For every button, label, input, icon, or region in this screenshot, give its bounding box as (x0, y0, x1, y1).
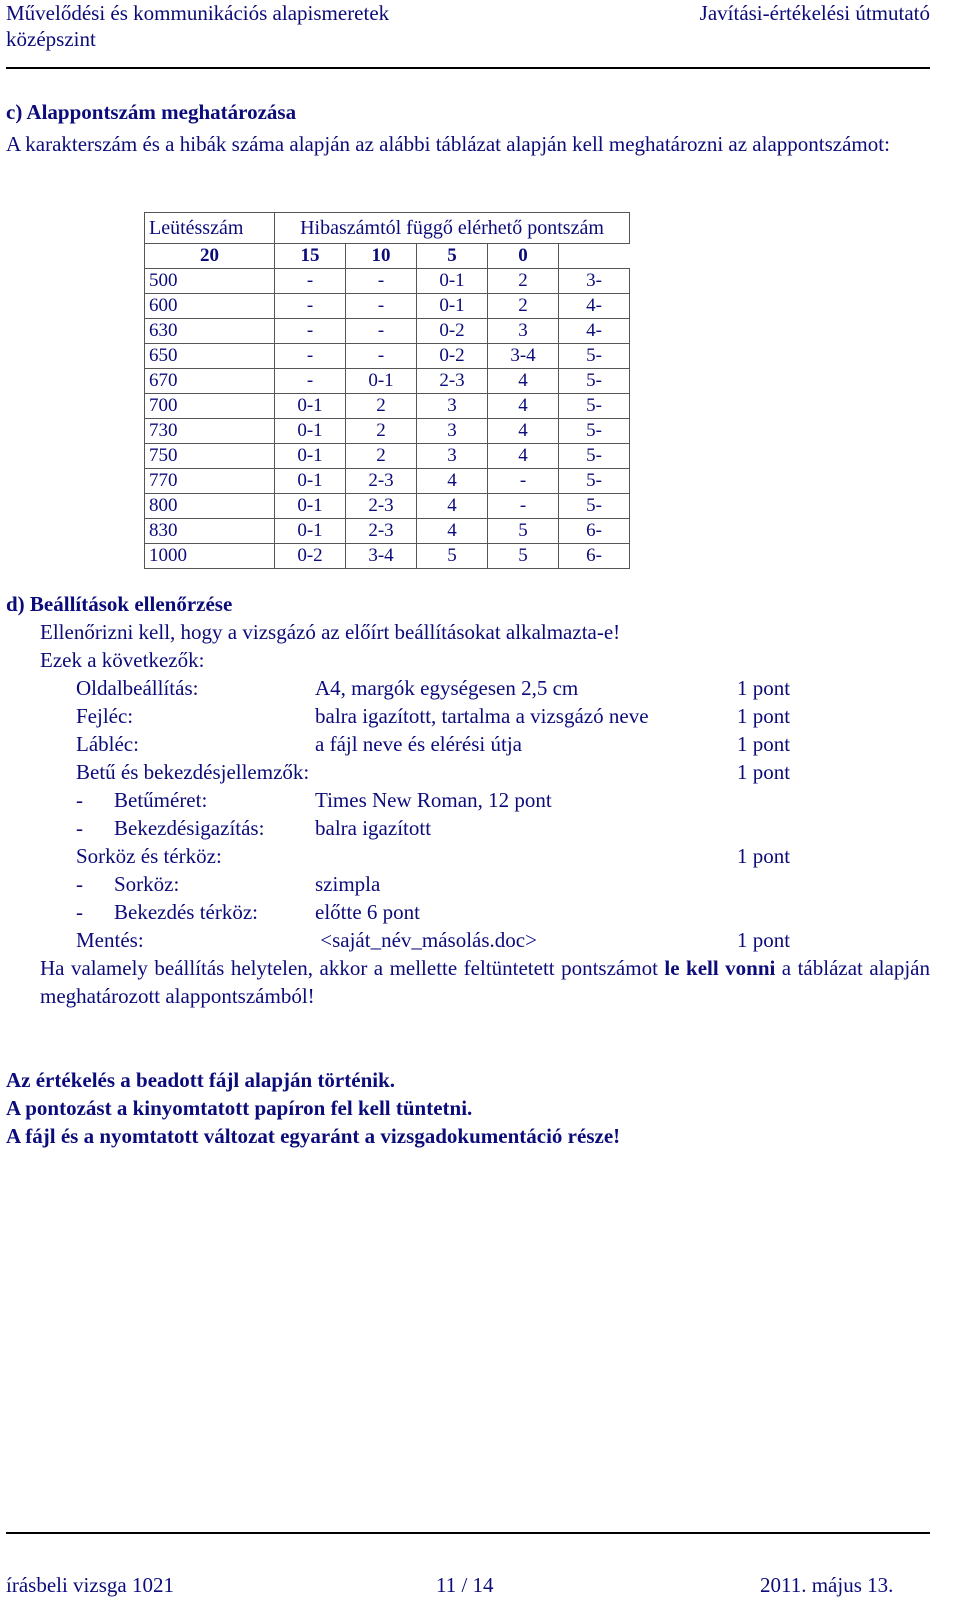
score-cell: 3 (417, 419, 488, 444)
score-cell: - (346, 294, 417, 319)
error-count-header: 5 (417, 244, 488, 269)
score-cell: 4 (488, 419, 559, 444)
summary-line-3: A fájl és a nyomtatott változat egyaránt a vizsgadokumentáció része! (6, 1124, 621, 1148)
score-cell: 3-4 (488, 344, 559, 369)
dash-bullet: - (76, 900, 83, 924)
score-cell: - (346, 344, 417, 369)
score-cell: 0-1 (275, 444, 346, 469)
score-cell: - (275, 319, 346, 344)
score-cell: 0-1 (275, 519, 346, 544)
settings-list (6, 674, 930, 954)
header-right: Javítási-értékelési útmutató (699, 1, 930, 25)
score-cell: 0-1 (417, 294, 488, 319)
setting-row (6, 702, 930, 730)
score-cell: 2-3 (417, 369, 488, 394)
score-cell: 0-1 (417, 269, 488, 294)
setting-label-text: Sorköz és térköz: (76, 844, 222, 868)
score-cell: 2-3 (346, 519, 417, 544)
score-cell: 0-2 (417, 319, 488, 344)
setting-label (76, 702, 133, 730)
score-cell: 5- (559, 419, 630, 444)
note-text-pre: Ha valamely beállítás helytelen, akkor a mellette feltüntetett pontszámot (40, 956, 665, 980)
setting-points: 1 pont (737, 760, 791, 784)
score-cell: - (346, 319, 417, 344)
setting-label-text: Mentés: (76, 928, 144, 952)
setting-label (76, 674, 198, 702)
setting-row (6, 758, 930, 786)
col-header-error-group: Hibaszámtól függő elérhető pontszám (275, 213, 630, 244)
header-subject: Művelődési és kommunikációs alapismeretek (6, 1, 390, 25)
score-cell: 4 (417, 469, 488, 494)
note-text-bold: le kell vonni (664, 956, 776, 980)
score-table-subheader-row (145, 244, 630, 269)
table-row (145, 469, 630, 494)
table-row (145, 394, 630, 419)
section-d (6, 590, 930, 1010)
score-cell: 0-2 (275, 544, 346, 569)
score-cell: 5- (559, 344, 630, 369)
dash-bullet: - (76, 816, 83, 840)
score-cell: 2 (488, 294, 559, 319)
table-row (145, 419, 630, 444)
table-row (145, 519, 630, 544)
table-row (145, 444, 630, 469)
table-row (145, 544, 630, 569)
score-cell: 2 (346, 394, 417, 419)
score-cell: - (275, 294, 346, 319)
setting-label (76, 926, 144, 954)
setting-row (6, 730, 930, 758)
keystroke-cell: 600 (145, 294, 275, 319)
score-cell: 4- (559, 319, 630, 344)
setting-label-text: Lábléc: (76, 732, 139, 756)
setting-value: előtte 6 pont (315, 900, 420, 924)
score-cell: - (275, 269, 346, 294)
setting-row (6, 870, 930, 898)
keystroke-cell: 830 (145, 519, 275, 544)
score-cell: 2-3 (346, 494, 417, 519)
score-cell: - (488, 469, 559, 494)
score-cell: 4 (488, 369, 559, 394)
setting-label-text: Bekezdésigazítás: (114, 816, 265, 840)
score-cell: 2-3 (346, 469, 417, 494)
keystroke-cell: 730 (145, 419, 275, 444)
section-c-text: A karakterszám és a hibák száma alapján az alábbi táblázat alapján kell meghatározni az alappontszámot: (6, 132, 890, 156)
setting-value: balra igazított (315, 816, 432, 840)
score-cell: 5- (559, 494, 630, 519)
table-row (145, 269, 630, 294)
score-cell: 4 (417, 494, 488, 519)
setting-row (6, 926, 930, 954)
score-cell: 4 (417, 519, 488, 544)
setting-label-text: Betű és bekezdésjellemzők: (76, 760, 310, 784)
header-left (6, 0, 389, 52)
score-cell: 0-2 (417, 344, 488, 369)
score-cell: 3-4 (346, 544, 417, 569)
table-row (145, 344, 630, 369)
score-cell: - (346, 269, 417, 294)
setting-row (6, 814, 930, 842)
score-table-body (145, 244, 630, 569)
score-cell: 4 (488, 394, 559, 419)
error-count-header: 15 (275, 244, 346, 269)
keystroke-cell: 500 (145, 269, 275, 294)
score-table (144, 212, 630, 569)
score-cell: 5 (488, 544, 559, 569)
summary-block (6, 1066, 620, 1150)
setting-label (76, 786, 207, 814)
score-cell: 5- (559, 469, 630, 494)
keystroke-cell: 650 (145, 344, 275, 369)
score-cell: 2 (346, 419, 417, 444)
section-c-title: c) Alappontszám meghatározása (6, 100, 297, 124)
footer-page-number: 11 / 14 (436, 1573, 494, 1597)
score-cell: 3 (417, 444, 488, 469)
setting-label (76, 898, 258, 926)
summary-line-2: A pontozást a kinyomtatott papíron fel kell tüntetni. (6, 1096, 473, 1120)
table-row (145, 319, 630, 344)
keystroke-cell: 770 (145, 469, 275, 494)
score-cell: 4- (559, 294, 630, 319)
keystroke-cell: 700 (145, 394, 275, 419)
setting-points: 1 pont (737, 676, 791, 700)
header-divider (6, 67, 930, 69)
score-cell: 0-1 (275, 419, 346, 444)
setting-value: balra igazított, tartalma a vizsgázó neve (315, 704, 649, 728)
setting-label (76, 730, 139, 758)
setting-label-text: Betűméret: (114, 788, 208, 812)
note-text-post: a táblázat alapján meghatározott alappontszámból! (40, 956, 930, 1008)
setting-row (6, 898, 930, 926)
score-cell: 0-1 (346, 369, 417, 394)
setting-value: a fájl neve és elérési útja (315, 732, 522, 756)
error-count-header: 10 (346, 244, 417, 269)
dash-bullet: - (76, 872, 83, 896)
score-cell: - (275, 344, 346, 369)
score-cell: 2 (346, 444, 417, 469)
keystroke-cell: 630 (145, 319, 275, 344)
score-cell: 0-1 (275, 469, 346, 494)
summary-line-1: Az értékelés a beadott fájl alapján történik. (6, 1068, 396, 1092)
setting-points: 1 pont (737, 704, 791, 728)
score-cell: 3 (417, 394, 488, 419)
score-cell: - (275, 369, 346, 394)
header-level: középszint (6, 27, 96, 51)
footer-divider (6, 1532, 930, 1534)
table-row (145, 494, 630, 519)
setting-value: <saját_név_másolás.doc> (315, 928, 537, 952)
score-cell: 3- (559, 269, 630, 294)
score-cell: 0-1 (275, 494, 346, 519)
keystroke-cell: 670 (145, 369, 275, 394)
table-row (145, 294, 630, 319)
section-d-intro: Ezek a következők: (40, 648, 205, 672)
score-cell: 5- (559, 394, 630, 419)
setting-value: A4, margók egységesen 2,5 cm (315, 676, 579, 700)
setting-row (6, 674, 930, 702)
score-cell: 5 (417, 544, 488, 569)
setting-label-text: Bekezdés térköz: (114, 900, 259, 924)
setting-points: 1 pont (737, 732, 791, 756)
keystroke-cell: 1000 (145, 544, 275, 569)
setting-points: 1 pont (737, 844, 791, 868)
setting-value: Times New Roman, 12 pont (315, 788, 552, 812)
keystroke-cell: 750 (145, 444, 275, 469)
dash-bullet: - (76, 788, 83, 812)
setting-value: szimpla (315, 872, 381, 896)
setting-label-text: Oldalbeállítás: (76, 676, 199, 700)
setting-label (76, 870, 179, 898)
score-cell: 5- (559, 369, 630, 394)
setting-row (6, 786, 930, 814)
error-count-header: 20 (145, 244, 275, 269)
setting-points: 1 pont (737, 928, 791, 952)
setting-label-text: Sorköz: (114, 872, 180, 896)
error-count-header: 0 (488, 244, 559, 269)
score-cell: 6- (559, 544, 630, 569)
score-cell: - (488, 494, 559, 519)
score-cell: 6- (559, 519, 630, 544)
footer-date: 2011. május 13. (760, 1573, 894, 1597)
table-row (145, 369, 630, 394)
section-d-note (6, 954, 930, 1010)
score-cell: 5 (488, 519, 559, 544)
setting-row (6, 842, 930, 870)
setting-label (76, 758, 309, 786)
score-cell: 4 (488, 444, 559, 469)
section-d-title: d) Beállítások ellenőrzése (6, 592, 233, 616)
score-cell: 3 (488, 319, 559, 344)
keystroke-cell: 800 (145, 494, 275, 519)
section-d-instruction: Ellenőrizni kell, hogy a vizsgázó az előírt beállításokat alkalmazta-e! (40, 620, 621, 644)
score-cell: 2 (488, 269, 559, 294)
score-cell: 5- (559, 444, 630, 469)
score-table-header-row (145, 213, 630, 244)
col-header-keystrokes: Leütésszám (145, 213, 275, 244)
setting-label-text: Fejléc: (76, 704, 134, 728)
setting-label (76, 814, 264, 842)
setting-label (76, 842, 222, 870)
score-cell: 0-1 (275, 394, 346, 419)
footer-exam-id: írásbeli vizsga 1021 (6, 1573, 174, 1597)
